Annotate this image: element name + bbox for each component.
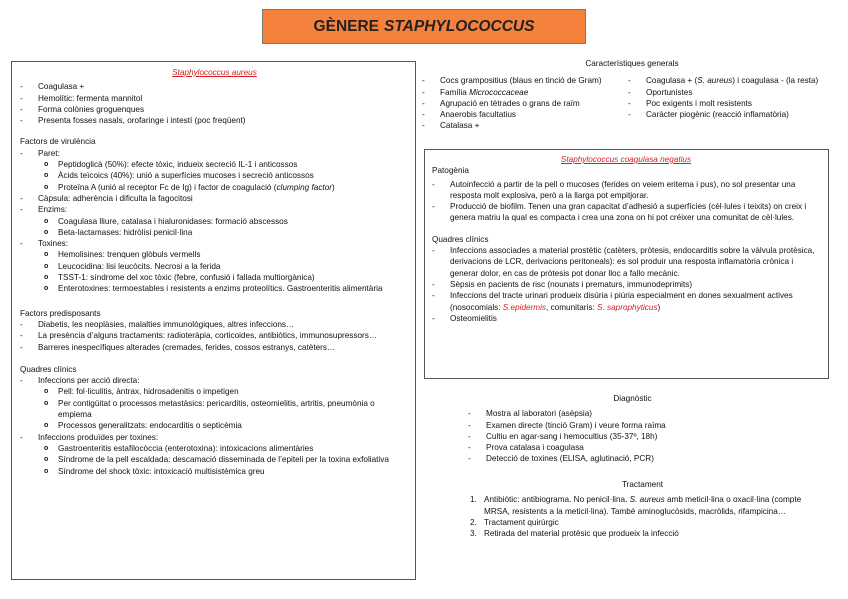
list-item: - Mostra al laboratori (asèpsia)	[468, 408, 835, 419]
item-species: S.epidermis	[502, 302, 547, 312]
list-item	[470, 517, 815, 528]
list-item: - Prova catalasa i coagulasa	[468, 442, 835, 453]
title-prefix: GÈNERE	[313, 17, 380, 35]
list-item	[20, 182, 409, 193]
list-item: o Beta-lactamases: hidròlisi penicil·lina	[20, 227, 409, 238]
aureus-panel	[11, 61, 416, 580]
item-text: Tractament quirúrgic	[484, 517, 559, 527]
list-item: - Autoinfecció a partir de la pell o mucoses (ferides on veiem eritema i pus), no sol presentar una resposta molt explosiva, però a la llarga pot empitjorar.	[432, 179, 820, 202]
list-item: o Àcids teïcoics (40%): unió a superfícies mucoses i secreció anticossos	[20, 170, 409, 181]
item-text: Coagulasa + (	[646, 76, 698, 86]
list-item: o Hemolisines: trenquen glòbuls vermells	[20, 249, 409, 260]
page-title	[262, 9, 586, 44]
item-number: 3.	[470, 529, 477, 539]
item-number: 1.	[470, 495, 477, 505]
section-heading: Tractament	[621, 480, 664, 489]
list-item: o Enterotoxines: termoestables i resistents a enzims proteolítics. Gastroenteritis alimentària	[20, 283, 409, 294]
coag-negative-heading: Staphylococcus coagulasa negatius	[560, 155, 692, 164]
item-text: Retirada del material protèsic que produeix la infecció	[484, 529, 679, 539]
list-item	[20, 375, 409, 431]
section-heading: Factors de virulència	[20, 137, 96, 147]
predisposing-section	[20, 308, 409, 353]
list-item: o Síndrome del shock tòxic: intoxicació multisistèmica greu	[20, 466, 409, 477]
item-text: ) i coagulasa - (la resta)	[732, 76, 819, 86]
list-item: - La presència d’alguns tractaments: radioteràpia, corticoides, antibiòtics, immunosupressors…	[20, 330, 409, 341]
item-label: Infeccions produïdes per toxines:	[38, 432, 159, 442]
list-item: - Càpsula: adherència i dificulta la fagocitosi	[20, 193, 409, 204]
item-label: Toxines:	[38, 239, 69, 249]
list-item: - Catalasa +	[422, 120, 628, 131]
treatment-section	[470, 479, 815, 539]
item-text: )	[657, 302, 661, 312]
general-left-list	[422, 75, 628, 131]
general-right-list	[628, 75, 842, 131]
item-text: Antibiòtic: antibiograma. No penicil·lina.	[484, 495, 630, 505]
list-item: - Infeccions associades a material prostètic (catèters, pròtesis, endocarditis sobre la vàlvula protèsica, derivacions de LCR, derivacions peritoneals): es sol produir una resposta inflamatòria crònica i generar dolor, en cas de pròtesis pot donar lloc a fallo mecànic.	[432, 245, 820, 279]
list-item	[470, 494, 815, 517]
section-heading: Característiques generals	[585, 59, 679, 68]
item-label: Enzims:	[38, 205, 68, 215]
list-item: - Barreres inespecífiques alterades (cremades, ferides, cossos estranys, catèters…	[20, 342, 409, 353]
list-item: - Cocs grampositius (blaus en tinció de Gram)	[422, 75, 628, 86]
list-item: o Per contigüitat o processos metastàsics: pericarditis, osteomielitis, artritis, pneumònia o empiema	[20, 398, 409, 421]
list-item: - Forma colònies groguenques	[20, 104, 409, 115]
item-text: Família	[440, 87, 470, 97]
list-item: - Agrupació en tètrades o grans de raïm	[422, 98, 628, 109]
list-item	[20, 238, 409, 294]
list-item: - Coagulasa +	[20, 81, 409, 92]
aureus-heading: Staphylococcus aureus	[172, 68, 257, 77]
section-heading: Factors predisposants	[20, 308, 101, 318]
item-text: )	[331, 182, 335, 192]
list-item: - Cultiu en agar-sang i hemocultius (35-37º, 18h)	[468, 431, 835, 442]
list-item	[20, 204, 409, 238]
item-text: , comunitaris:	[546, 302, 597, 312]
item-italic: clumping factor	[276, 182, 332, 192]
item-label: Paret:	[38, 148, 60, 158]
item-text: amb meticil·lina o oxacil·lina (compte MRSA, resistents a la meticil·lina). També aminoglucòsids, macròlids, rifampicina…	[484, 495, 802, 516]
section-heading: Diagnòstic	[613, 394, 652, 403]
list-item	[628, 75, 842, 86]
list-item: o Processos generalitzats: endocarditis o septicèmia	[20, 420, 409, 431]
item-species: S. saprophyticus	[597, 302, 658, 312]
list-item: - Poc exigents i molt resistents	[628, 98, 842, 109]
list-item: - Caràcter piogènic (reacció inflamatòria)	[628, 109, 842, 120]
aureus-traits-list	[20, 81, 409, 126]
list-item: - Hemolític: fermenta mannitol	[20, 93, 409, 104]
list-item: o TSST-1: síndrome del xoc tòxic (febre, confusió i fallada multiorgànica)	[20, 272, 409, 283]
list-item: - Oportunistes	[628, 87, 842, 98]
item-italic: S. aureus	[629, 495, 665, 505]
section-heading: Patogènia	[432, 166, 469, 176]
list-item	[20, 148, 409, 193]
item-text: Proteïna A (unió al receptor Fc de Ig) i factor de coagulació (	[58, 182, 277, 192]
list-item: o Gastroenteritis estafilocòccia (enterotoxina): intoxicacions alimentàries	[20, 443, 409, 454]
list-item: o Leucocidina: lisi leucòcits. Necrosi a la ferida	[20, 261, 409, 272]
list-item: o Síndrome de la pell escaldada: descamació disseminada de l’epiteli per la toxina exfoliativa	[20, 454, 409, 465]
list-item: - Diabetis, les neoplàsies, malalties immunològiques, altres infeccions…	[20, 319, 409, 330]
list-item: o Coagulasa lliure, catalasa i hialuronidases: formació abscessos	[20, 216, 409, 227]
diagnostic-section	[430, 393, 835, 465]
virulence-section	[20, 136, 409, 294]
section-heading: Quadres clínics	[20, 364, 77, 374]
clinical-section	[20, 364, 409, 477]
section-heading: Quadres clínics	[432, 234, 489, 244]
list-item: - Examen directe (tinció Gram) i veure forma raïma	[468, 420, 835, 431]
list-item	[432, 290, 820, 313]
list-item: - Anaerobis facultatius	[422, 109, 628, 120]
list-item: - Presenta fosses nasals, orofaringe i intestí (poc freqüent)	[20, 115, 409, 126]
list-item: o Peptidoglicà (50%): efecte tòxic, indueix secreció IL-1 i anticossos	[20, 159, 409, 170]
item-label: Infeccions per acció directa:	[38, 376, 140, 386]
list-item: - Producció de biofilm. Tenen una gran capacitat d’adhesió a superfícies (cèl·lules i teixits) on creix i genera matriu la qual es compacta i crea una zona on hi pot créixer una comunitat de cèl·lules.	[432, 201, 820, 224]
list-item: o Pell: fol·liculitis, àntrax, hidrosadenitis o impetigen	[20, 386, 409, 397]
item-italic: Micrococcaceae	[469, 87, 529, 97]
list-item: - Sèpsis en pacients de risc (nounats i prematurs, immunodeprimits)	[432, 279, 820, 290]
title-genus: STAPHYLOCOCCUS	[384, 17, 535, 35]
list-item	[422, 87, 628, 98]
item-text: Infeccions del tracte urinari produeix disúria i piúria especialment en dones sexualment actives (nosocomials:	[450, 291, 793, 312]
coag-negative-panel	[424, 149, 829, 379]
item-italic: S. aureus	[697, 76, 733, 86]
list-item: - Detecció de toxines (ELISA, aglutinació, PCR)	[468, 453, 835, 464]
item-number: 2.	[470, 517, 477, 527]
list-item	[470, 528, 815, 539]
list-item: - Osteomielitis	[432, 313, 820, 324]
list-item	[20, 432, 409, 477]
general-characteristics	[422, 58, 842, 132]
